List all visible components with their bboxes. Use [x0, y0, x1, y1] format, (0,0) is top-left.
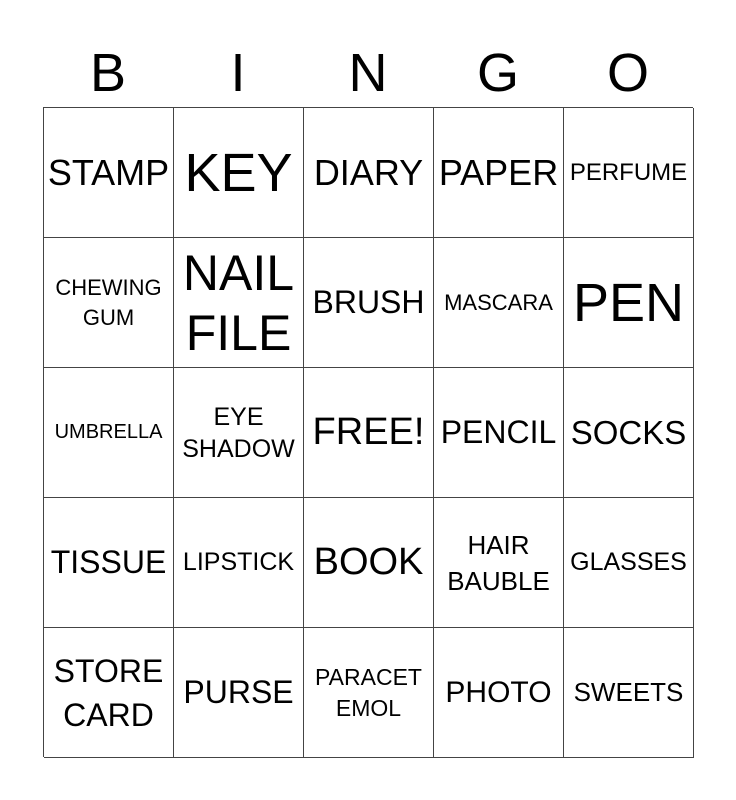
bingo-cell [304, 368, 434, 498]
bingo-cell [174, 238, 304, 368]
cell-label: PURSE [183, 674, 294, 710]
bingo-header [43, 40, 693, 106]
bingo-cell [174, 368, 304, 498]
cell-label: GLASSES [570, 548, 687, 576]
cell-label: PENCIL [440, 414, 557, 450]
cell-label: PARACET EMOL [315, 663, 422, 721]
bingo-cell [564, 498, 694, 628]
bingo-cell [304, 108, 434, 238]
bingo-cell [304, 238, 434, 368]
cell-label: FREE! [312, 411, 425, 453]
bingo-cell [434, 238, 564, 368]
cell-label: SWEETS [573, 677, 684, 707]
bingo-cell [304, 498, 434, 628]
cell-label: NAIL FILE [182, 244, 295, 361]
cell-label: STAMP [47, 151, 170, 193]
bingo-cell [304, 628, 434, 758]
bingo-cell [434, 498, 564, 628]
bingo-cell [434, 368, 564, 498]
cell-label: STORE CARD [53, 652, 164, 733]
cell-label: HAIR BAUBLE [447, 529, 550, 596]
cell-label: PAPER [438, 151, 559, 193]
bingo-cell [434, 108, 564, 238]
bingo-cell [564, 368, 694, 498]
bingo-cell [434, 628, 564, 758]
cell-label: TISSUE [50, 544, 167, 580]
bingo-cell [564, 238, 694, 368]
cell-label: PERFUME [569, 158, 688, 186]
bingo-cell [44, 108, 174, 238]
cell-label: LIPSTICK [182, 548, 295, 576]
cell-label: KEY [184, 142, 293, 203]
bingo-cell [44, 498, 174, 628]
cell-label: SOCKS [570, 413, 687, 451]
header-letter-n: N [348, 43, 388, 103]
cell-label: DIARY [313, 151, 424, 193]
cell-label: EYE SHADOW [182, 402, 295, 463]
cell-label: PEN [572, 272, 685, 333]
bingo-cell [174, 628, 304, 758]
cell-label: BOOK [313, 541, 424, 583]
cell-label: MASCARA [444, 289, 553, 315]
cell-label: PHOTO [445, 675, 552, 709]
header-letter-o: O [606, 43, 649, 103]
cell-label: CHEWING GUM [55, 274, 162, 330]
bingo-cell [44, 628, 174, 758]
bingo-cell [564, 108, 694, 238]
bingo-cell [44, 238, 174, 368]
cell-label: UMBRELLA [54, 421, 163, 443]
header-letter-i: I [230, 43, 246, 103]
bingo-cell [174, 108, 304, 238]
bingo-cell [44, 368, 174, 498]
header-letter-g: G [476, 43, 519, 103]
cell-label: BRUSH [312, 284, 425, 320]
header-letter-b: B [89, 43, 127, 103]
bingo-cell [174, 498, 304, 628]
bingo-card [43, 107, 693, 757]
bingo-cell [564, 628, 694, 758]
